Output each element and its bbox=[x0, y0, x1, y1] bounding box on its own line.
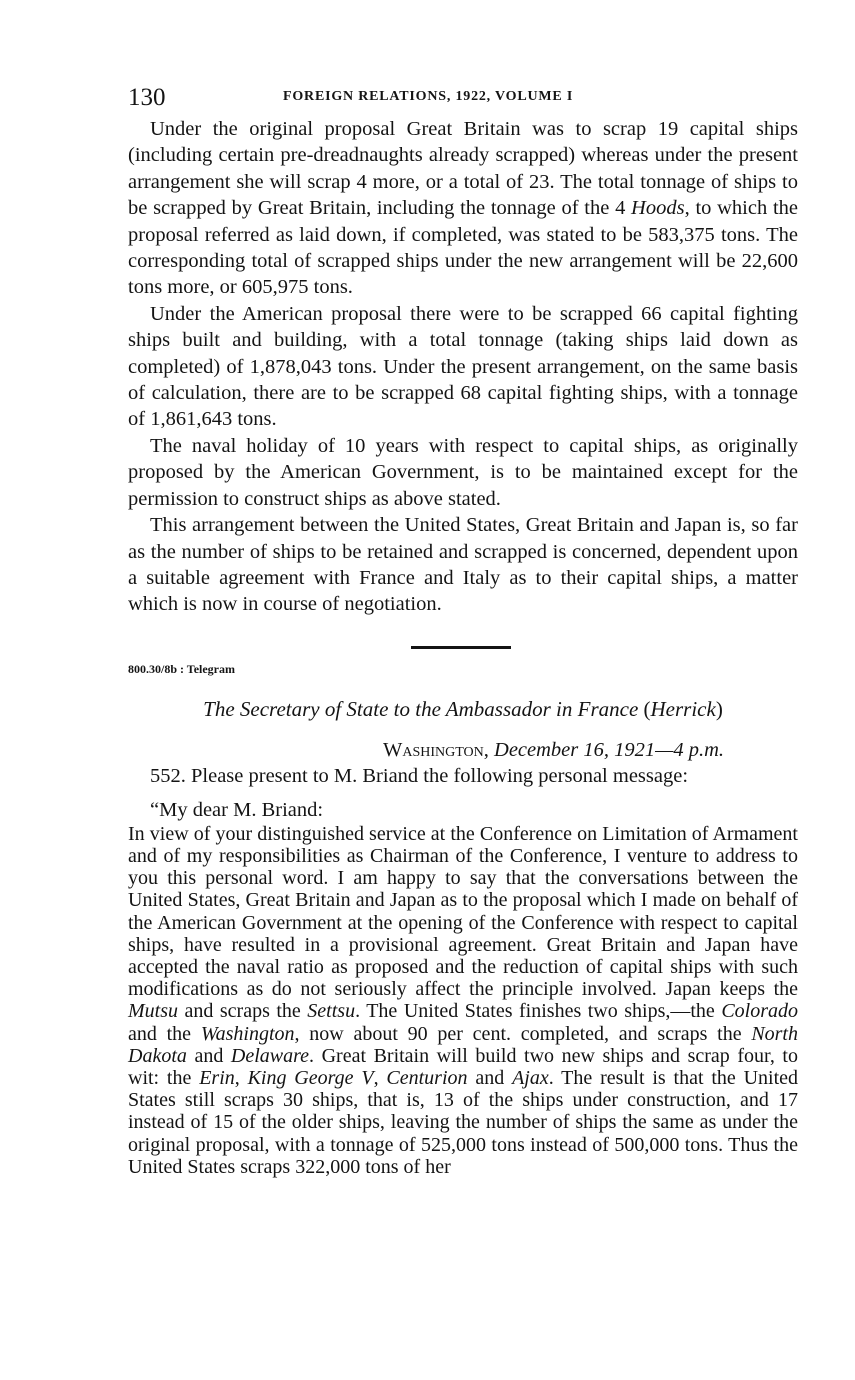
paragraph-text: Under the original proposal Great Britain was to scrap 19 capital ships (including certain pre-dreadnaughts already scrapped) whereas under the present arrangement she will scrap 4 more, or a total of 23. The total tonnage of ships to be scrapped by Great Britain, including the tonnage of the 4 bbox=[128, 118, 798, 220]
letter-text: and scraps the bbox=[178, 1000, 308, 1023]
file-reference: 800.30/8b : Telegram bbox=[128, 661, 235, 676]
page-number: 130 bbox=[128, 84, 166, 111]
ship-name: Mutsu bbox=[128, 1000, 178, 1023]
page-header bbox=[128, 80, 798, 116]
letter-text: , now about 90 per cent. completed, and scraps the bbox=[294, 1022, 752, 1045]
letter-text: , bbox=[234, 1066, 248, 1089]
title-name: Herrick bbox=[650, 696, 716, 721]
running-head: FOREIGN RELATIONS, 1922, VOLUME I bbox=[283, 89, 574, 104]
title-paren-open: ( bbox=[638, 696, 651, 721]
dateline-date: December 16, 1921—4 p.m. bbox=[488, 738, 725, 761]
ship-name: Erin bbox=[199, 1066, 235, 1089]
document-page bbox=[128, 80, 798, 1178]
section-divider bbox=[411, 646, 511, 649]
ship-name: King George V bbox=[247, 1066, 374, 1089]
letter-text: and the bbox=[128, 1022, 201, 1045]
ship-name: Washington bbox=[200, 1022, 295, 1045]
letter-text: . The result is that the United States still scraps 30 ships, that is, 13 of the ships under construction, and 17 instead of 15 of the older ships, leaving the number of ships the same as under the original proposal, with a tonnage of 525,000 tons instead of 500,000 tons. Thus the United States scraps 322,000 tons of her bbox=[128, 1066, 799, 1178]
document-title bbox=[128, 695, 798, 723]
paragraph-american-proposal: Under the American proposal there were to be scrapped 66 capital fighting ships built and building, with a total tonnage (taking ships laid down as completed) of 1,878,043 tons. Under the present arrangement, on the same basis of calculation, there are to be scrapped 68 capital fighting ships, with a tonnage of 1,861,643 tons. bbox=[128, 302, 798, 431]
ship-name: Delaware bbox=[230, 1044, 310, 1067]
letter-text: . The United States finishes two ships,—the bbox=[355, 1000, 722, 1023]
letter-text: In view of your distinguished service at the Conference on Limitation of Armament and of my responsibilities as Chairman of the Conference, I venture to address to you this personal word. I am happy to say that the conversations between the United States, Great Britain and Japan as to the proposal which I made on behalf of the American Government at the opening of the Conference with respect to capital ships, have resulted in a provisional agreement. Great Britain and Japan have accepted the naval ratio as proposed and the reduction of capital ships with such modifications as do not seriously affect the principle involved. Japan keeps the bbox=[128, 822, 798, 1001]
letter-text: , bbox=[373, 1066, 387, 1089]
letter-text: . Great Britain will build two new ships and scrap four, to wit: the bbox=[128, 1044, 798, 1089]
paragraph-great-britain-scrapping bbox=[128, 116, 798, 301]
paragraph-arrangement: This arrangement between the United States, Great Britain and Japan is, so far as the number of ships to be retained and scrapped is concerned, dependent upon a suitable agreement with France and Italy as to their capital ships, a matter which is now in course of negotiation. bbox=[128, 514, 798, 616]
ship-name: North Dakota bbox=[128, 1022, 798, 1067]
letter-text: and bbox=[467, 1066, 513, 1089]
salutation: “My dear M. Briand: bbox=[150, 798, 324, 821]
italic-ship-name: Hoods bbox=[631, 197, 685, 220]
message-intro: 552. Please present to M. Briand the following personal message: bbox=[150, 764, 689, 787]
dateline-place: Washington, bbox=[383, 738, 489, 761]
ship-name: Centurion bbox=[386, 1066, 468, 1089]
ship-name: Ajax bbox=[512, 1066, 549, 1089]
dateline bbox=[128, 737, 798, 763]
ship-name: Settsu bbox=[307, 1000, 356, 1023]
paragraph-naval-holiday: The naval holiday of 10 years with respect to capital ships, as originally proposed by the American Government, is to be maintained except for the permission to construct ships as above stated. bbox=[128, 434, 798, 510]
title-paren-close: ) bbox=[715, 696, 723, 721]
letter-text: and bbox=[186, 1044, 231, 1067]
letter-body bbox=[128, 823, 798, 1178]
ship-name: Colorado bbox=[721, 1000, 798, 1023]
title-text: The Secretary of State to the Ambassador in France bbox=[203, 696, 639, 721]
paragraph-text: , to which the proposal referred as laid down, if completed, was stated to be 583,375 tons. The corresponding total of scrapped ships under the new arrangement will be 22,600 tons more, or 605,975 tons. bbox=[128, 197, 798, 299]
